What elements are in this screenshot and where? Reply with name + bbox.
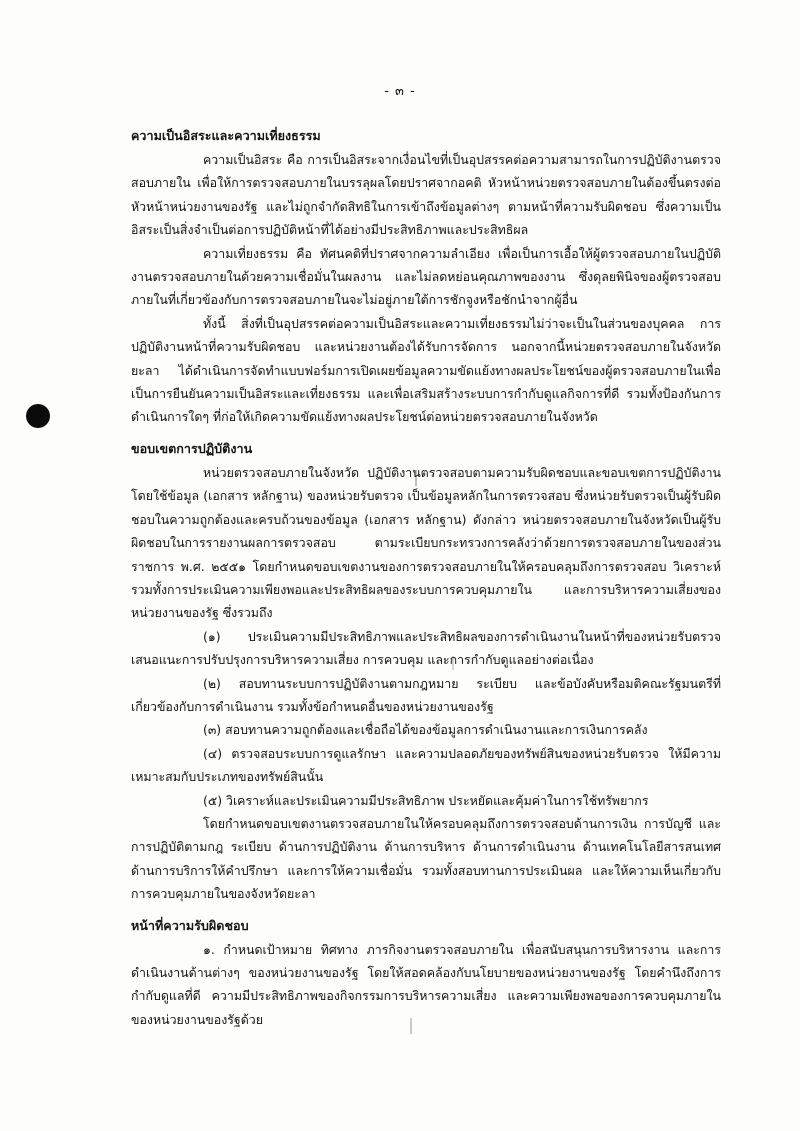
paragraph-scope-overview: หน่วยตรวจสอบภายในจังหวัด ปฏิบัติงานตรวจสอบตามความรับผิดชอบและขอบเขตการปฏิบัติงาน โดยใช้ข้อมูล (เอกสาร หลักฐาน) ของหน่วยรับตรวจ เป็นข้อมูลหลักในการตรวจสอบ ซึ่งหน่วยรับตรวจเป็นผู้รับผิดชอบในความถูกต้องและครบถ้วนของข้อมูล (เอกสาร หลักฐาน) ดังกล่าว หน่วยตรวจสอบภายในจังหวัดเป็นผู้รับผิดชอบในการรายงานผลการตรวจสอบ ตามระเบียบกระทรวงการคลังว่าด้วยการตรวจสอบภายในของส่วนราชการ พ.ศ. ๒๕๕๑ โดยกำหนดขอบเขตงานของการตรวจสอบภายในให้ครอบคลุมถึงการตรวจสอบ วิเคราะห์ รวมทั้งการประเมินความเพียงพอและประสิทธิผลของระบบการควบคุมภายใน และการบริหารความเสี่ยงของหน่วยงานของรัฐ ซึ่งรวมถึง (131, 464, 721, 621)
paragraph-scope-coverage: โดยกำหนดขอบเขตงานตรวจสอบภายในให้ครอบคลุมถึงการตรวจสอบด้านการเงิน การบัญชี และการปฏิบัติตามกฎ ระเบียบ ด้านการปฏิบัติงาน ด้านการบริหาร ด้านการดำเนินงาน ด้านเทคโนโลยีสารสนเทศ ด้านการบริการให้คำปรึกษา และการให้ความเชื่อมั่น รวมทั้งสอบทานการประเมินผล และให้ความเห็นเกี่ยวกับการควบคุมภายในของจังหวัดยะลา (131, 815, 721, 902)
scope-item-4: (๔) ตรวจสอบระบบการดูแลรักษา และความปลอดภัยของทรัพย์สินของหน่วยรับตรวจ ให้มีความเหมาะสมกับประเภทของทรัพย์สินนั้น (131, 745, 721, 785)
page-number: - ๓ - (384, 84, 416, 99)
section-heading-responsibilities: หน้าที่ความรับผิดชอบ (131, 917, 249, 933)
document-body (131, 124, 721, 1031)
paragraph-independence-definition: ความเป็นอิสระ คือ การเป็นอิสระจากเงื่อนไขที่เป็นอุปสรรคต่อความสามารถในการปฏิบัติงานตรวจสอบภายใน เพื่อให้การตรวจสอบภายในบรรลุผลโดยปราศจากอคติ หัวหน้าหน่วยตรวจสอบภายในต้องขึ้นตรงต่อหัวหน้าหน่วยงานของรัฐ และไม่ถูกจำกัดสิทธิในการเข้าถึงข้อมูลต่างๆ ตามหน้าที่ความรับผิดชอบ ซึ่งความเป็นอิสระเป็นสิ่งจำเป็นต่อการปฏิบัติหน้าที่ได้อย่างมีประสิทธิภาพและประสิทธิผล (131, 152, 721, 238)
paragraph-objectivity-definition: ความเที่ยงธรรม คือ ทัศนคติที่ปราศจากความลำเอียง เพื่อเป็นการเอื้อให้ผู้ตรวจสอบภายในปฏิบัติงานตรวจสอบภายในด้วยความเชื่อมั่นในผลงาน และไม่ลดหย่อนคุณภาพของงาน ซึ่งดุลยพินิจของผู้ตรวจสอบภายในที่เกี่ยวข้องกับการตรวจสอบภายในจะไม่อยู่ภายใต้การชักจูงหรือชักนำจากผู้อื่น (131, 245, 721, 308)
scope-item-3: (๓) สอบทานความถูกต้องและเชื่อถือได้ของข้อมูลการดำเนินงานและการเงินการคลัง (203, 722, 648, 738)
section-heading-scope: ขอบเขตการปฏิบัติงาน (131, 440, 253, 456)
scope-item-1: (๑) ประเมินความมีประสิทธิภาพและประสิทธิผลของการดำเนินงานในหน้าที่ของหน่วยรับตรวจ เสนอแนะการปรับปรุงการบริหารความเสี่ยง การควบคุม และการกำกับดูแลอย่างต่อเนื่อง (131, 628, 721, 668)
section-heading-independence: ความเป็นอิสระและความเที่ยงธรรม (131, 128, 321, 143)
scope-item-5: (๕) วิเคราะห์และประเมินความมีประสิทธิภาพ ประหยัดและคุ้มค่าในการใช้ทรัพยากร (203, 792, 649, 808)
binder-hole (26, 404, 50, 428)
paragraph-impairment-management: ทั้งนี้ สิ่งที่เป็นอุปสรรคต่อความเป็นอิสระและความเที่ยงธรรมไม่ว่าจะเป็นในส่วนของบุคคล การปฏิบัติงานหน้าที่ความรับผิดชอบ และหน่วยงานต้องได้รับการจัดการ นอกจากนี้หน่วยตรวจสอบภายในจังหวัดยะลา ได้ดำเนินการจัดทำแบบฟอร์มการเปิดเผยข้อมูลความขัดแย้งทางผลประโยชน์ของผู้ตรวจสอบภายในเพื่อเป็นการยืนยันความเป็นอิสระและเที่ยงธรรม และเพื่อเสริมสร้างระบบการกำกับดูแลกิจการที่ดี รวมทั้งป้องกันการดำเนินการใดๆ ที่ก่อให้เกิดความขัดแย้งทางผลประโยชน์ต่อหน่วยตรวจสอบภายในจังหวัด (131, 315, 721, 425)
paragraph-responsibility-1: ๑. กำหนดเป้าหมาย ทิศทาง ภารกิจงานตรวจสอบภายใน เพื่อสนับสนุนการบริหารงาน และการดำเนินงานด้านต่างๆ ของหน่วยงานของรัฐ โดยให้สอดคล้องกับนโยบายของหน่วยงานของรัฐ โดยคำนึงถึงการกำกับดูแลที่ดี ความมีประสิทธิภาพของกิจกรรมการบริหารความเสี่ยง และความเพียงพอของการควบคุมภายในของหน่วยงานของรัฐด้วย (131, 941, 721, 1027)
scope-item-2: (๒) สอบทานระบบการปฏิบัติงานตามกฎหมาย ระเบียบ และข้อบังคับหรือมติคณะรัฐมนตรีที่เกี่ยวข้องกับการดำเนินงาน รวมทั้งข้อกำหนดอื่นของหน่วยงานของรัฐ (131, 675, 721, 714)
